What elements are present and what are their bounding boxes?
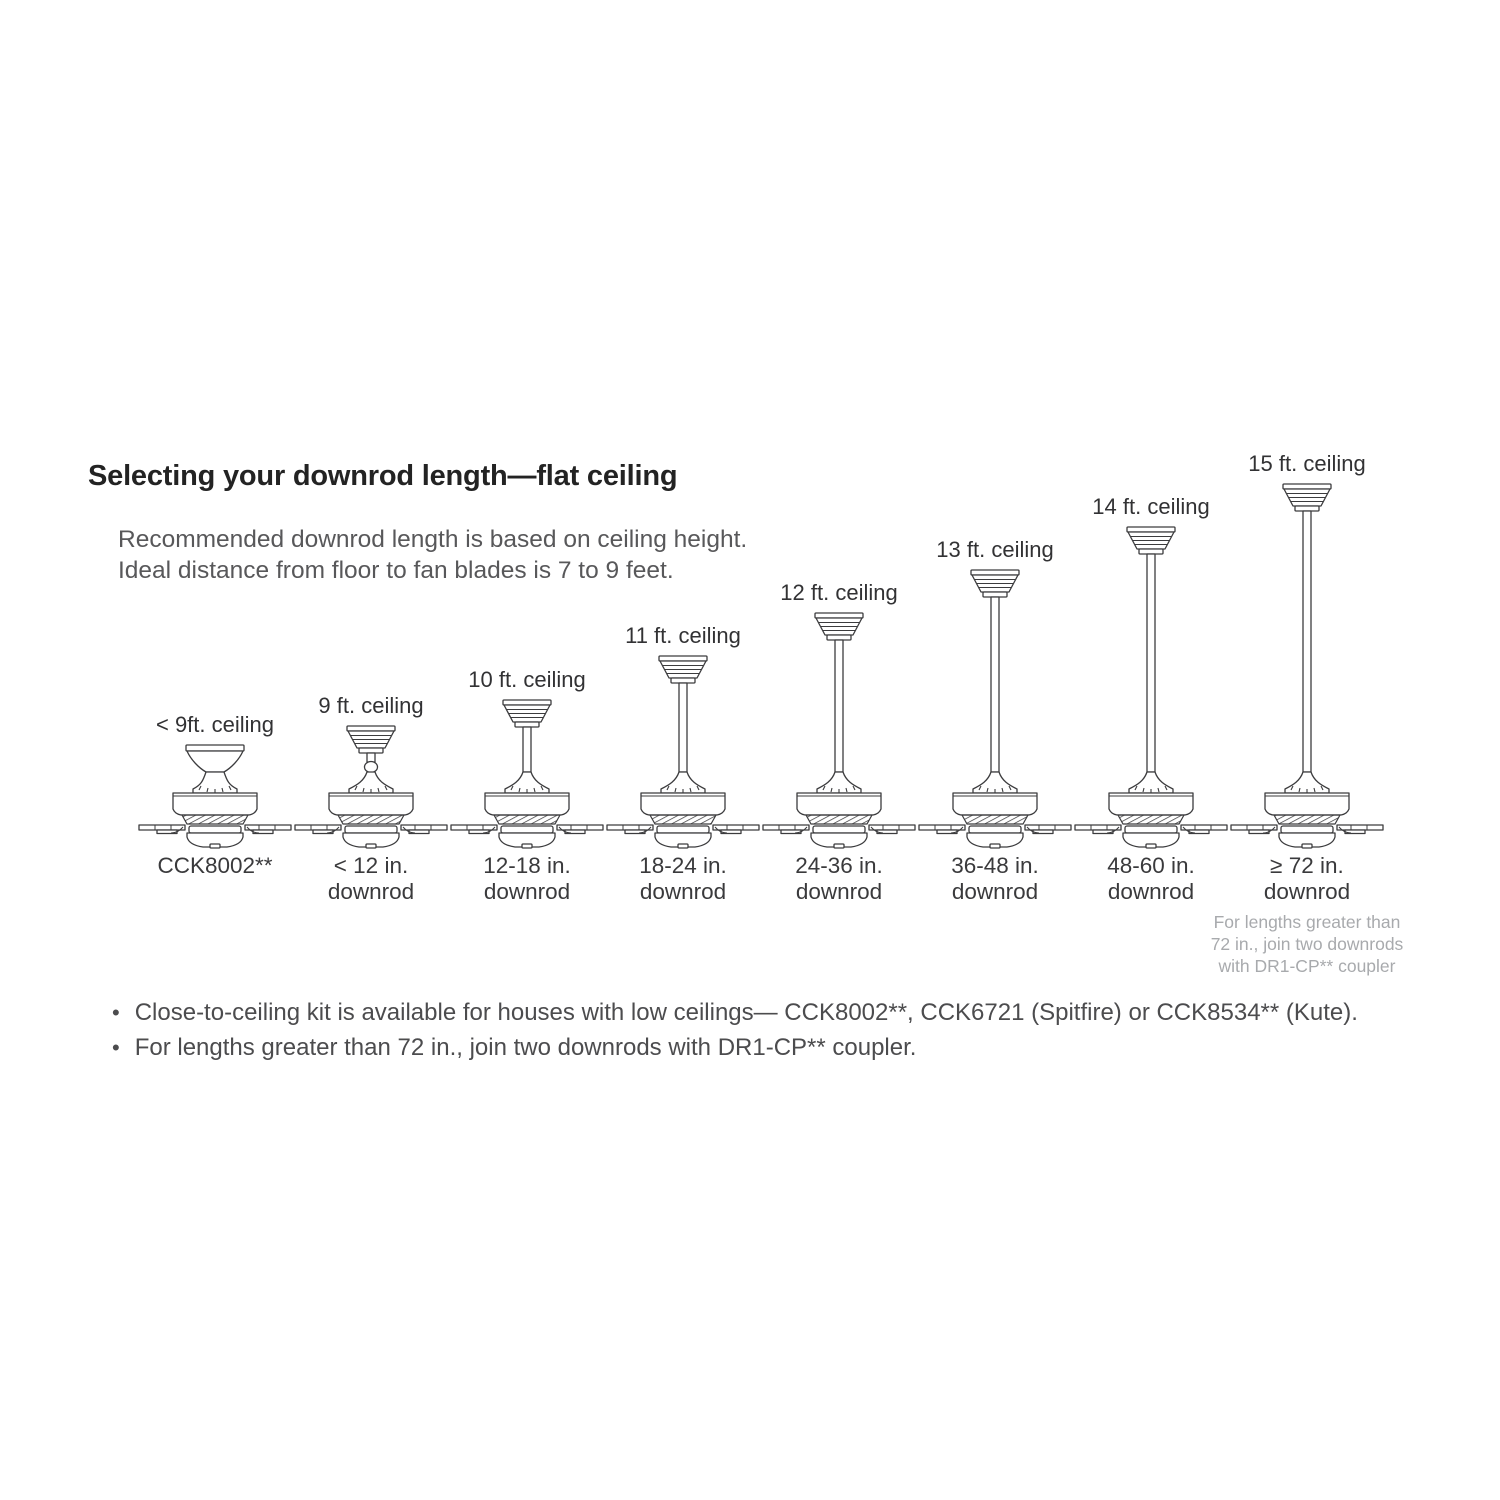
ceiling-fan-illustration — [449, 699, 605, 850]
footnote-text-1: Close-to-ceiling kit is available for houses with low ceilings— CCK8002**, CCK6721 (Spitfire) or CCK8534** (Kute). — [134, 999, 1358, 1026]
fan-column-4 — [605, 623, 761, 850]
downrod-label-line1: 36-48 in. — [951, 853, 1039, 878]
downrod-label-line2: downrod — [1107, 879, 1195, 904]
downrod-label-1 — [137, 853, 293, 977]
downrod-label-line2: downrod — [951, 879, 1039, 904]
downrod-label-line1: < 12 in. — [333, 853, 409, 878]
footnote-item-2 — [112, 1030, 1358, 1065]
ceiling-fan-illustration — [1229, 483, 1385, 850]
ceiling-height-label: 11 ft. ceiling — [625, 623, 741, 648]
bullet-dot-icon: • — [112, 1035, 120, 1060]
downrod-label-line1: CCK8002** — [157, 853, 273, 878]
page-title: Selecting your downrod length—flat ceiling — [88, 460, 678, 492]
ceiling-fan-illustration — [761, 612, 917, 850]
fan-column-7 — [1073, 494, 1229, 850]
bullet-dot-icon: • — [112, 1000, 120, 1025]
ceiling-height-label: 12 ft. ceiling — [780, 580, 898, 605]
downrod-label-line2: downrod — [639, 879, 727, 904]
fan-diagram-row — [137, 446, 1385, 850]
coupler-note — [1195, 911, 1419, 977]
downrod-label-line1: 24-36 in. — [795, 853, 883, 878]
downrod-label-line2: downrod — [1263, 879, 1351, 904]
fan-column-2 — [293, 693, 449, 850]
ceiling-height-label: 14 ft. ceiling — [1092, 494, 1210, 519]
ceiling-fan-illustration — [137, 744, 293, 850]
downrod-label-line1: 18-24 in. — [639, 853, 727, 878]
fan-column-5 — [761, 580, 917, 850]
downrod-label-4 — [605, 853, 761, 977]
downrod-label-line2: downrod — [483, 879, 571, 904]
downrod-label-line1: 48-60 in. — [1107, 853, 1195, 878]
coupler-note-line3: with DR1-CP** coupler — [1218, 956, 1396, 976]
footnotes-list — [112, 995, 1358, 1065]
downrod-label-line2: downrod — [327, 879, 415, 904]
downrod-label-3 — [449, 853, 605, 977]
footnote-text-2: For lengths greater than 72 in., join two downrods with DR1-CP** coupler. — [134, 1034, 917, 1061]
coupler-note-line1: For lengths greater than — [1213, 912, 1401, 932]
downrod-label-line2: downrod — [795, 879, 883, 904]
downrod-labels-row — [137, 853, 1404, 977]
ceiling-fan-illustration — [605, 655, 761, 850]
ceiling-height-label: 15 ft. ceiling — [1248, 451, 1366, 476]
ceiling-fan-illustration — [293, 725, 449, 850]
ceiling-height-label: 10 ft. ceiling — [468, 667, 586, 692]
coupler-note-line2: 72 in., join two downrods — [1210, 934, 1404, 954]
ceiling-height-label: 13 ft. ceiling — [936, 537, 1054, 562]
fan-column-8 — [1229, 451, 1385, 850]
subtitle-line-2: Ideal distance from floor to fan blades is 7 to 9 feet. — [118, 557, 674, 584]
downrod-label-5 — [761, 853, 917, 977]
downrod-label-6 — [917, 853, 1073, 977]
subtitle-line-1: Recommended downrod length is based on ceiling height. — [118, 526, 748, 553]
downrod-label-line1: 12-18 in. — [483, 853, 571, 878]
downrod-label-8 — [1210, 853, 1404, 977]
footnote-item-1 — [112, 995, 1358, 1030]
ceiling-height-label: < 9ft. ceiling — [155, 712, 274, 737]
fan-column-6 — [917, 537, 1073, 850]
downrod-label-line1: ≥ 72 in. — [1270, 853, 1344, 878]
ceiling-fan-illustration — [1073, 526, 1229, 850]
ceiling-fan-illustration — [917, 569, 1073, 850]
fan-column-1 — [137, 712, 293, 850]
downrod-label-2 — [293, 853, 449, 977]
fan-column-3 — [449, 667, 605, 850]
ceiling-height-label: 9 ft. ceiling — [318, 693, 424, 718]
